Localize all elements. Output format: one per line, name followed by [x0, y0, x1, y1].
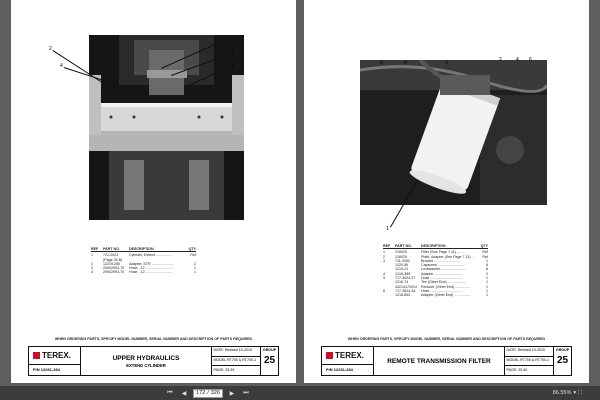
table-row: 4 20002993-75 Hose, -12 ........................... 1 [91, 270, 196, 275]
title-block-info [212, 347, 261, 375]
photo-filter-image [360, 60, 547, 205]
ordering-notice: WHEN ORDERING PARTS, SPECIFY MODEL NUMBER, SERIAL NUMBER AND DESCRIPTION OF PARTS REQUIRED [347, 337, 546, 341]
zoom-control[interactable] [553, 390, 582, 397]
date-field: DATE: Revised 10-2010 [505, 347, 553, 357]
fit-page-icon[interactable]: ⛶ [578, 389, 582, 396]
parts-table-header [91, 247, 196, 252]
viewer-toolbar [0, 386, 600, 400]
zoom-level[interactable]: 86.55% [552, 390, 572, 396]
photo-extend-cylinder-image [89, 35, 244, 220]
brand-text: TEREX. [42, 351, 71, 360]
table-row: 2 12219-280 Adapter, STR ....................... 2 [91, 261, 196, 266]
photo-upper-hydraulics [89, 35, 244, 220]
page-field: PAGE: 25.39 [213, 367, 235, 372]
title-block-title [374, 347, 505, 375]
table-row: 1220-89 Capscrew .......................... 8 [395, 263, 488, 268]
title-block-logo [322, 347, 374, 375]
table-row: 6 717-3624-34 Hose ................................ 1 [383, 288, 488, 293]
first-page-button[interactable]: ⏮ [167, 389, 173, 396]
col-part-no: PART NO. [395, 244, 412, 248]
photo-transmission-filter [360, 60, 547, 205]
callout-1: 1 [386, 226, 389, 232]
current-page[interactable]: 172 [196, 390, 206, 396]
col-qty: QTY [188, 247, 196, 251]
table-row: 1218-852 Adapter (Other End) ................ 1 [395, 293, 488, 298]
callout-2: 2 [49, 46, 52, 52]
page-number-input[interactable] [193, 389, 223, 398]
table-row: 1 216029 Filter (See Page 7.11) ........ Ref [383, 250, 488, 255]
col-qty: QTY [480, 244, 488, 248]
col-ref: REF [91, 247, 99, 251]
terex-mark-icon [33, 352, 40, 359]
table-row: 3 20002993-75 Hose, -12 ........................... 1 [91, 266, 196, 271]
terex-logo [322, 347, 373, 365]
page-left [11, 0, 296, 383]
callout-2b: 2 [231, 49, 234, 55]
title-block-group [554, 347, 571, 375]
table-row: 1216-74 Tee (Other End) ................... 1 [395, 280, 488, 285]
table-row: 2 216029 Plate, Adapter (See Page 7.11) .. Ref [383, 254, 488, 259]
callout-5: 5 [380, 60, 383, 66]
group-label: GROUP [262, 348, 277, 352]
terex-mark-icon [326, 352, 333, 359]
model-field: MODEL RT700 & RT700-1 [505, 357, 553, 367]
brand-text: TEREX. [335, 351, 364, 360]
table-row: 5 717-3624-37 Hose ................................ 1 [383, 276, 488, 281]
terex-logo [29, 347, 80, 365]
parts-table [91, 247, 196, 275]
table-row: (Page 39 B) [103, 257, 123, 262]
group-number: 25 [263, 355, 276, 366]
zoom-dropdown-icon[interactable]: ▾ [573, 390, 577, 396]
date-field: DATE: Revised 10-2010 [212, 347, 260, 357]
page-navigation [165, 388, 251, 398]
parts-table [383, 244, 488, 298]
section-subtitle: EXTEND CYLINDER [126, 362, 166, 368]
group-label: GROUP [555, 348, 570, 352]
page-right [304, 0, 589, 383]
title-block-logo [29, 347, 81, 375]
callout-4: 4 [404, 60, 407, 66]
col-part-no: PART NO. [103, 247, 120, 251]
col-ref: REF [383, 244, 391, 248]
title-block-info [505, 347, 554, 375]
callout-6: 6 [529, 57, 532, 63]
table-row: 1210-21 Lockwasher ......................... 8 [395, 267, 488, 272]
title-block [321, 346, 572, 376]
callout-4b: 4 [516, 57, 519, 63]
total-pages: 326 [210, 390, 220, 396]
table-row: 1 721-0023 Cylinder, Extend ................. Ref [91, 253, 196, 258]
part-number-label: P/N 12261-264 [33, 367, 60, 372]
title-block [28, 346, 279, 376]
callout-4: 4 [60, 63, 63, 69]
group-number: 25 [556, 355, 569, 366]
title-block-title [81, 347, 212, 375]
table-row: 3 711-3362 Bracket .......................... 1 [383, 258, 488, 263]
prev-page-button[interactable]: ◀ [181, 390, 187, 397]
title-block-group [261, 347, 278, 375]
col-description: DESCRIPTION [129, 247, 154, 251]
callout-1: 1 [231, 38, 234, 44]
section-title: UPPER HYDRAULICS [112, 354, 180, 362]
part-number-label: P/N 12261-264 [326, 367, 353, 372]
col-description: DESCRIPTION [421, 244, 446, 248]
callout-2: 2 [499, 57, 502, 63]
table-row: 4 1218-369 Adapter ............................ 2 [383, 271, 488, 276]
next-page-button[interactable]: ▶ [229, 390, 235, 397]
last-page-button[interactable]: ⏭ [243, 389, 249, 396]
table-row: 44214170314 Reducer (Other End) ............... 1 [395, 284, 488, 289]
model-field: MODEL RT700 & RT700-1 [212, 357, 260, 367]
callout-3: 3 [231, 63, 234, 69]
callout-3: 3 [445, 60, 448, 66]
parts-table-header [383, 244, 488, 249]
page-field: PAGE: 25.40 [506, 367, 528, 372]
ordering-notice: WHEN ORDERING PARTS, SPECIFY MODEL NUMBER, SERIAL NUMBER AND DESCRIPTION OF PARTS REQUIRED [54, 337, 253, 341]
section-title: REMOTE TRANSMISSION FILTER [387, 357, 491, 365]
page-separator: / [207, 390, 209, 396]
